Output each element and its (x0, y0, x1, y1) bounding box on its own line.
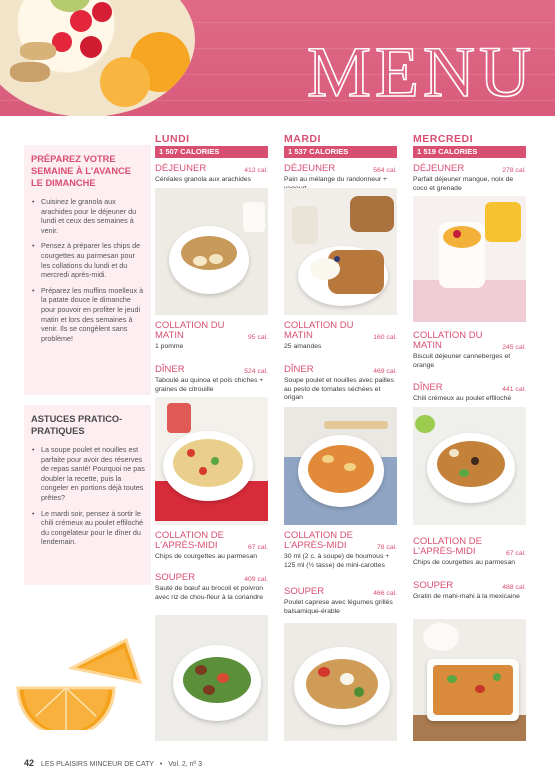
issue-number: Vol. 2, nº 3 (168, 761, 202, 768)
meal-description: Biscuit déjeuner canneberges et orange (413, 353, 511, 369)
meal-collation-apres-midi (413, 537, 526, 568)
practical-tips-title: ASTUCES PRATICO-PRATIQUES (31, 414, 123, 436)
meal-description: Taboulé au quinoa et pois chiches + graines de citrouille (155, 377, 264, 393)
meal-label: COLLATION DU MATIN (413, 330, 483, 351)
meal-calories: 67 cal. (247, 544, 268, 551)
meal-label: COLLATION DE L'APRÈS-MIDI (155, 530, 224, 551)
fruit-bowl-photo (0, 0, 195, 116)
meal-calories: 469 cal. (373, 368, 397, 375)
prep-tips-title: PRÉPAREZ VOTRE SEMAINE À L'AVANCE LE DIMANCHE (31, 154, 132, 188)
parfait-mangue-photo (413, 196, 526, 322)
meal-label: COLLATION DE L'APRÈS-MIDI (284, 530, 353, 551)
meal-collation-matin (284, 321, 397, 352)
day-column-mercredi (413, 133, 526, 600)
meal-diner (413, 383, 526, 404)
meal-diner (155, 365, 268, 394)
meal-description: Poulet caprese avec légumes grillés balsamique-érable (284, 599, 393, 615)
day-name: MERCREDI (413, 133, 474, 145)
meal-calories: 160 cal. (373, 334, 397, 341)
meal-label: COLLATION DE L'APRÈS-MIDI (413, 536, 482, 557)
meal-label: SOUPER (155, 572, 196, 583)
meal-description: Soupe poulet et nouilles avec pailles au pesto de tomates séchées et origan (284, 377, 394, 402)
meal-description: Pain au mélange du randonneur + (284, 176, 387, 183)
meal-description: Chips de courgettes au parmesan (155, 553, 258, 560)
footer-separator: • (159, 761, 163, 768)
list-item: • Cuisinez le granola aux arachides pour le déjeuner du lundi et ceux des semaines à venir. (31, 197, 145, 235)
meal-description: Chili crémeux au poulet effiloché (413, 395, 512, 402)
meal-calories: 441 cal. (502, 386, 526, 393)
meal-label: SOUPER (284, 586, 325, 597)
taboule-photo (155, 397, 268, 525)
meal-diner (284, 365, 397, 403)
meal-calories: 245 cal. (502, 344, 526, 351)
list-item: • Pensez à préparer les chips de courgettes au parmesan pour les collations du lundi et du mercredi après-midi. (31, 241, 145, 279)
saute-boeuf-photo (155, 615, 268, 741)
meal-description: 1 pomme (155, 343, 184, 350)
meal-calories: 412 cal. (244, 167, 268, 174)
list-item: • Le mardi soir, pensez à sortir le chili crémeux au poulet effiloché du congélateur pour le dîner du lendemain. (31, 509, 145, 547)
meal-dejeuner (155, 164, 268, 185)
list-item: • Préparez les muffins moelleux à la patate douce le dimanche pour pouvoir en profiter le jeudi matin et lors des semaines à venir. Ils se congèlent sans problème! (31, 286, 145, 344)
day-column-mardi (284, 133, 397, 615)
meal-calories: 67 cal. (505, 550, 526, 557)
practical-tips-list (31, 445, 145, 547)
chili-cremeux-photo (413, 407, 526, 525)
list-item: • La soupe poulet et nouilles est parfaite pour avoir des réserves de repas santé! Pourquoi ne pas doubler la recette, puis la congeler en portions déjà toutes prêtes? (31, 445, 145, 503)
meal-calories: 409 cal. (244, 576, 268, 583)
meal-label: SOUPER (413, 580, 454, 591)
meal-collation-matin (155, 321, 268, 352)
pain-randonneur-photo (284, 188, 397, 315)
page-title: MENU (307, 32, 535, 112)
meal-description: 25 amandes (284, 343, 322, 350)
day-name: LUNDI (155, 133, 190, 145)
daily-calories: 1 507 CALORIES (155, 146, 268, 158)
meal-calories: 95 cal. (247, 334, 268, 341)
day-column-lundi (155, 133, 268, 601)
meal-label: DÎNER (284, 364, 314, 375)
meal-label: COLLATION DU MATIN (284, 320, 354, 341)
meal-souper (413, 581, 526, 602)
orange-slice-photo (14, 630, 144, 730)
granola-photo (155, 188, 268, 315)
publication-name: LES PLAISIRS MINCEUR DE CATY (40, 761, 154, 768)
gratin-mahi-mahi-photo (413, 619, 526, 741)
meal-collation-apres-midi (284, 531, 397, 570)
prep-tips-box (24, 145, 151, 395)
meal-label: DÉJEUNER (155, 163, 207, 174)
meal-description: 30 ml (2 c. à soupe) de houmous + 125 ml (½ tasse) de mini-carottes (284, 553, 390, 569)
meal-calories: 466 cal. (373, 590, 397, 597)
meal-description: Gratin de mahi-mahi à la mexicaine (413, 593, 520, 600)
meal-label: DÎNER (155, 364, 185, 375)
meal-calories: 78 cal. (376, 544, 397, 551)
daily-calories: 1 519 CALORIES (413, 146, 526, 158)
meal-calories: 524 cal. (244, 368, 268, 375)
daily-calories: 1 537 CALORIES (284, 146, 397, 158)
day-name: MARDI (284, 133, 321, 145)
meal-calories: 278 cal. (502, 167, 526, 174)
meal-description: Sauté de bœuf au brocoli et poivron avec riz de chou-fleur à la coriandre (155, 585, 264, 601)
page-footer (24, 758, 202, 768)
meal-label: DÎNER (413, 382, 443, 393)
meal-label: DÉJEUNER (284, 163, 336, 174)
poulet-caprese-photo (284, 623, 397, 741)
page-number: 42 (24, 758, 35, 768)
header-banner (0, 0, 555, 116)
meal-souper (155, 573, 268, 602)
practical-tips-box (24, 405, 151, 585)
meal-description: Céréales granola aux arachides (155, 176, 251, 183)
meal-label: COLLATION DU MATIN (155, 320, 225, 341)
prep-tips-list (31, 197, 145, 343)
meal-dejeuner (413, 164, 526, 193)
meal-collation-matin (413, 331, 526, 370)
meal-description: Parfait déjeuner mangue, noix de coco et grenade (413, 176, 514, 192)
meal-calories: 488 cal. (502, 584, 526, 591)
meal-description: Chips de courgettes au parmesan (413, 559, 516, 566)
soupe-poulet-photo (284, 407, 397, 525)
meal-label: DÉJEUNER (413, 163, 465, 174)
meal-souper (284, 587, 397, 616)
meal-collation-apres-midi (155, 531, 268, 562)
meal-calories: 564 cal. (373, 167, 397, 174)
